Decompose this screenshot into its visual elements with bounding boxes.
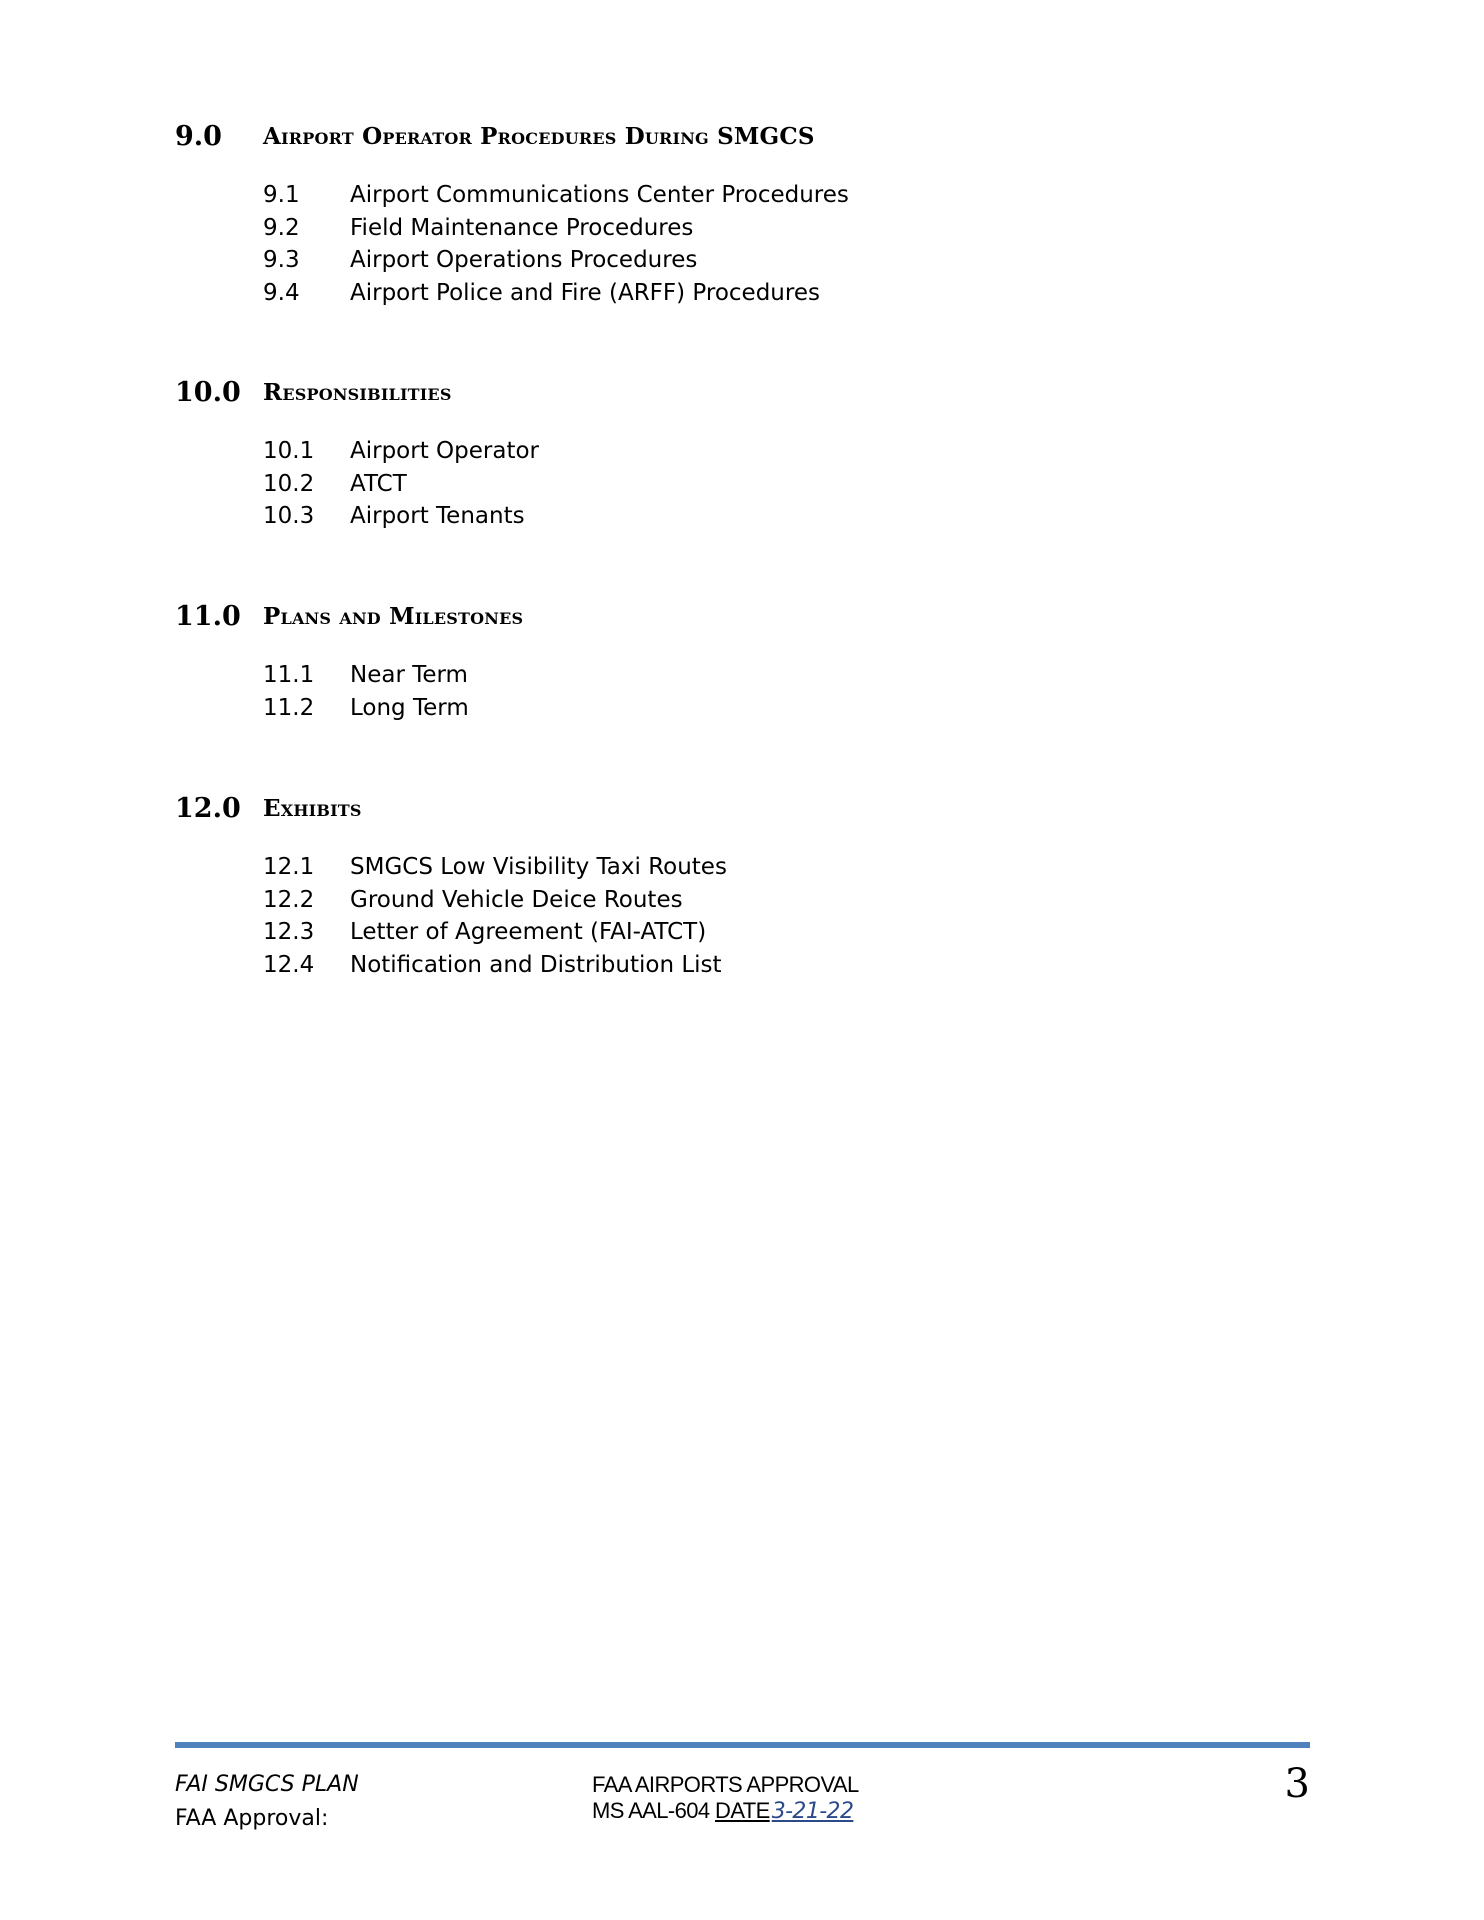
section-10 [175, 375, 1315, 533]
list-item [175, 949, 1315, 982]
section-item-list [175, 435, 1315, 533]
section-number: 10.0 [175, 377, 241, 408]
item-number: 10.3 [263, 503, 315, 529]
stamp-ms-number: MS AAL-604 [592, 1798, 710, 1823]
list-item [175, 244, 1315, 277]
item-text: SMGCS Low Visibility Taxi Routes [350, 854, 727, 880]
section-heading [175, 375, 1315, 411]
approval-stamp [592, 1772, 859, 1825]
section-title: Plans and Milestones [263, 603, 524, 630]
section-number: 9.0 [175, 121, 222, 152]
item-text: Airport Communications Center Procedures [350, 182, 849, 208]
section-item-list [175, 851, 1315, 981]
item-number: 9.4 [263, 279, 300, 306]
item-number: 12.4 [263, 951, 315, 978]
item-number: 11.2 [263, 694, 315, 721]
footer-document-title: FAI SMGCS PLAN [175, 1772, 359, 1797]
section-9 [175, 119, 1315, 309]
item-number: 9.2 [263, 214, 300, 241]
section-12 [175, 791, 1315, 981]
item-number: 9.1 [263, 182, 300, 208]
item-text: ATCT [350, 470, 407, 497]
footer-divider [175, 1742, 1310, 1748]
list-item [175, 851, 1315, 884]
item-text: Near Term [350, 662, 468, 688]
list-item [175, 659, 1315, 692]
list-item [175, 179, 1315, 212]
stamp-date-label: DATE [715, 1798, 770, 1823]
item-text: Airport Tenants [350, 503, 525, 529]
footer-approval-label: FAA Approval: [175, 1806, 329, 1831]
item-text: Airport Operations Procedures [350, 247, 698, 273]
list-item [175, 500, 1315, 533]
page-number: 3 [1284, 1761, 1310, 1807]
list-item [175, 277, 1315, 310]
item-number: 10.2 [263, 470, 315, 497]
item-number: 12.3 [263, 919, 315, 945]
item-text: Ground Vehicle Deice Routes [350, 886, 683, 913]
stamp-title: FAA AIRPORTS APPROVAL [592, 1772, 859, 1797]
section-number: 11.0 [175, 601, 241, 632]
section-heading [175, 119, 1315, 155]
item-number: 9.3 [263, 247, 300, 273]
section-heading [175, 599, 1315, 635]
list-item [175, 884, 1315, 917]
list-item [175, 916, 1315, 949]
section-title: Responsibilities [263, 379, 452, 406]
item-text: Airport Operator [350, 438, 539, 464]
item-text: Letter of Agreement (FAI-ATCT) [350, 919, 707, 945]
stamp-date-line [592, 1798, 859, 1825]
item-number: 11.1 [263, 662, 315, 688]
section-heading [175, 791, 1315, 827]
item-number: 12.1 [263, 854, 315, 880]
list-item [175, 435, 1315, 468]
item-text: Long Term [350, 694, 469, 721]
list-item [175, 212, 1315, 245]
section-item-list [175, 179, 1315, 309]
list-item [175, 468, 1315, 501]
item-number: 12.2 [263, 886, 315, 913]
section-11 [175, 599, 1315, 724]
item-number: 10.1 [263, 438, 315, 464]
section-title: Airport Operator Procedures During SMGCS [263, 123, 815, 150]
item-text: Field Maintenance Procedures [350, 214, 694, 241]
section-number: 12.0 [175, 793, 241, 824]
footer-left [175, 1768, 359, 1836]
section-item-list [175, 659, 1315, 724]
list-item [175, 692, 1315, 725]
item-text: Notification and Distribution List [350, 951, 722, 978]
stamp-handwritten-date: 3-21-22 [771, 1799, 854, 1824]
item-text: Airport Police and Fire (ARFF) Procedures [350, 279, 820, 306]
section-title: Exhibits [263, 795, 362, 822]
